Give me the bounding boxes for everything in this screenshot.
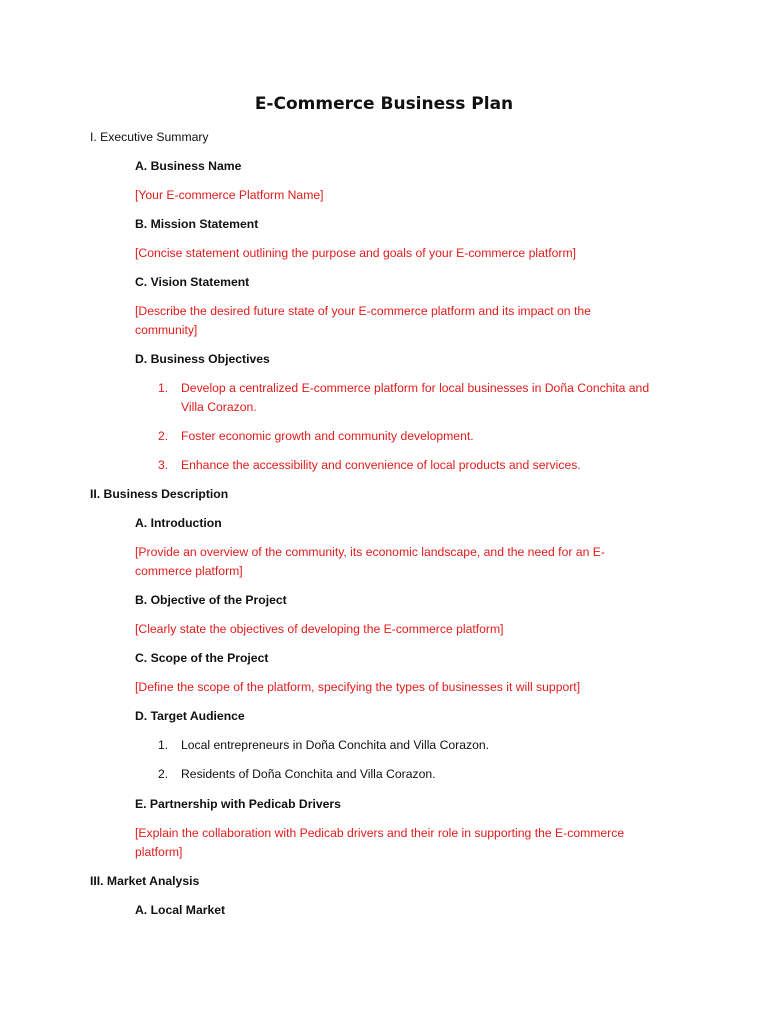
placeholder-pedicab-partnership-line1: [Explain the collaboration with Pedicab drivers and their role in supporting the E-commerce — [135, 826, 625, 840]
subheading-pedicab-partnership: E. Partnership with Pedicab Drivers — [135, 797, 341, 811]
placeholder-introduction-line1: [Provide an overview of the community, its economic landscape, and the need for an E- — [135, 545, 605, 559]
list-item-text: Local entrepreneurs in Doña Conchita and Villa Corazon. — [181, 738, 490, 752]
list-item-text: Enhance the accessibility and convenience of local products and services. — [181, 458, 581, 472]
list-item-text: Residents of Doña Conchita and Villa Corazon. — [181, 767, 436, 781]
subheading-scope-of-project: C. Scope of the Project — [135, 651, 269, 665]
list-item-number: 2. — [158, 767, 169, 781]
placeholder-scope-of-project: [Define the scope of the platform, specifying the types of businesses it will support] — [135, 680, 581, 694]
placeholder-business-name: [Your E-commerce Platform Name] — [135, 188, 324, 202]
section-heading-business-description: II. Business Description — [90, 487, 229, 501]
subheading-objective-of-project: B. Objective of the Project — [135, 593, 287, 607]
subheading-business-objectives: D. Business Objectives — [135, 352, 270, 366]
list-item-number: 1. — [158, 381, 169, 395]
subheading-introduction: A. Introduction — [135, 516, 222, 530]
subheading-target-audience: D. Target Audience — [135, 709, 245, 723]
list-item-text-continued: Villa Corazon. — [181, 400, 257, 414]
subheading-local-market: A. Local Market — [135, 903, 226, 917]
list-item-text: Foster economic growth and community development. — [181, 429, 474, 443]
list-item-number: 1. — [158, 738, 169, 752]
placeholder-pedicab-partnership-line2: platform] — [135, 845, 183, 859]
placeholder-objective-of-project: [Clearly state the objectives of developing the E-commerce platform] — [135, 622, 504, 636]
placeholder-vision-statement-line1: [Describe the desired future state of your E-commerce platform and its impact on the — [135, 304, 591, 318]
document-title: E-Commerce Business Plan — [254, 94, 514, 114]
subheading-mission-statement: B. Mission Statement — [135, 217, 259, 231]
section-heading-market-analysis: III. Market Analysis — [90, 874, 200, 888]
subheading-vision-statement: C. Vision Statement — [135, 275, 250, 289]
subheading-business-name: A. Business Name — [135, 159, 242, 173]
list-item-text: Develop a centralized E-commerce platform for local businesses in Doña Conchita and — [181, 381, 650, 395]
list-item-number: 3. — [158, 458, 169, 472]
placeholder-introduction-line2: commerce platform] — [135, 564, 243, 578]
list-item-number: 2. — [158, 429, 169, 443]
placeholder-vision-statement-line2: community] — [135, 323, 198, 337]
placeholder-mission-statement: [Concise statement outlining the purpose and goals of your E-commerce platform] — [135, 246, 577, 260]
section-heading-executive-summary: I. Executive Summary — [90, 130, 209, 144]
